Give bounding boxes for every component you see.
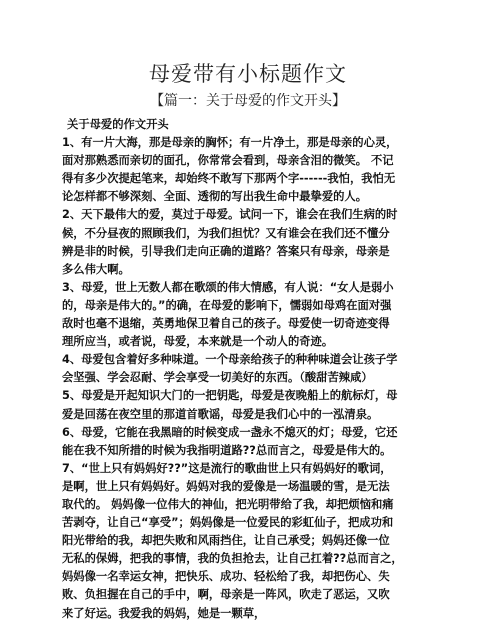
body-line: 会坚强、学会忍耐、学会享受一切美好的东西。（酸甜苦辣咸） bbox=[62, 371, 373, 385]
body-line: 敌时也毫不退缩，英勇地保卫着自己的孩子。母爱使一切奇迹变得 bbox=[62, 317, 390, 331]
body-line: 理所应当，或者说，母爱，本来就是一个动人的奇迹。 bbox=[62, 335, 334, 349]
body-line: 关于母爱的作文开头 bbox=[67, 118, 169, 131]
body-line: 阳光带给的我，却把失败和风雨挡住，让自己承受；妈妈还像一位 bbox=[62, 534, 390, 548]
document-body bbox=[62, 116, 447, 623]
body-line: 1、有一片大海，那是母亲的胸怀；有一片净土，那是母亲的心灵， bbox=[62, 136, 398, 150]
body-line: 6、母爱，它能在我黑暗的时候变成一盏永不熄灭的灯；母爱，它还 bbox=[62, 425, 398, 439]
body-line: 苦剥夺，让自己“享受”；妈妈像是一位爱民的彩虹仙子，把成功和 bbox=[62, 516, 394, 530]
body-line: 论怎样都不够深刻、全面、透彻的写出我生命中最挚爱的人。 bbox=[62, 190, 368, 204]
body-line: 妈妈像一名幸运女神，把快乐、成功、轻松给了我，却把伤心、失 bbox=[62, 570, 390, 584]
body-line: 的，母亲是伟大的。”的确，在母爱的影响下，懦弱如母鸡在面对强 bbox=[62, 298, 392, 312]
body-line: 面对那熟悉而亲切的面孔，你常常会看到，母亲含泪的微笑。 不记 bbox=[62, 154, 394, 168]
body-line: 候，不分昼夜的照顾我们，为我们担忧？又有谁会在我们还不懂分 bbox=[62, 226, 390, 240]
body-line: 5、母爱是开起知识大门的一把钥匙，母爱是夜晚船上的航标灯，母 bbox=[62, 389, 398, 403]
body-line: 爱是回荡在夜空里的那道首歌谣，母爱是我们心中的一泓清泉。 bbox=[62, 407, 379, 421]
body-line: 来了好运。我爱我的妈妈，她是一颗草， bbox=[62, 606, 266, 620]
document-subtitle: 【篇一：关于母爱的作文开头】 bbox=[150, 93, 346, 109]
body-line: 取代的。 妈妈像一位伟大的神仙，把光明带给了我，却把烦恼和痛 bbox=[62, 497, 394, 511]
body-line: 能在我不知所措的时候为我指明道路??总而言之，母爱是伟大的。 bbox=[62, 443, 392, 457]
body-line: 得有多少次提起笔来，却始终不敢写下那两个字------我怕，我怕无 bbox=[62, 172, 396, 186]
body-line: 无私的保姆，把我的事情，我的负担抢去，让自己扛着??总而言之， bbox=[62, 552, 403, 566]
body-line: 是啊，世上只有妈妈好。妈妈对我的爱像是一场温暖的雪，是无法 bbox=[62, 479, 390, 493]
body-line: 7、“世上只有妈妈好??”这是流行的歌曲世上只有妈妈好的歌词， bbox=[62, 461, 392, 475]
body-line: 辨是非的时候，引导我们走向正确的道路？答案只有母亲，母亲是 bbox=[62, 244, 390, 258]
body-line: 败、负担握在自己的手中，啊，母亲是一阵风，吹走了恶运，又吹 bbox=[62, 588, 390, 602]
body-line: 2、天下最伟大的爱，莫过于母爱。试问一下，谁会在我们生病的时 bbox=[62, 208, 398, 222]
body-line: 3、母爱，世上无数人都在歌颂的伟大情感，有人说：“女人是弱小 bbox=[62, 280, 394, 294]
body-line: 多么伟大啊。 bbox=[62, 262, 130, 276]
body-line: 4、母爱包含着好多种味道。一个母亲给孩子的种种味道会让孩子学 bbox=[62, 353, 398, 367]
document-title: 母爱带有小标题作文 bbox=[149, 62, 347, 86]
